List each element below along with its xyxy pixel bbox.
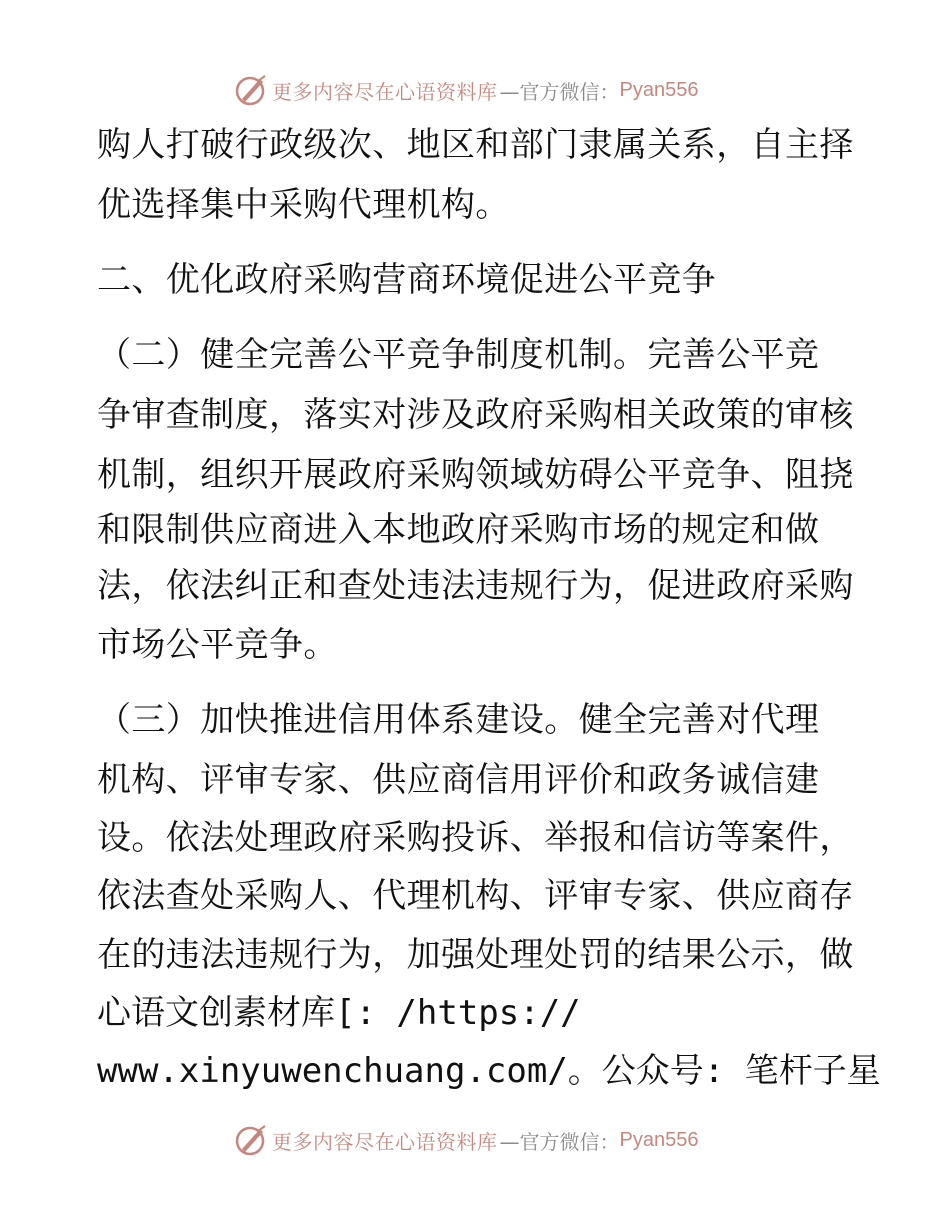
body-line: （三）加快推进信用体系建设。健全完善对代理 <box>97 700 820 740</box>
body-line: 心语文创素材库[: /https:// <box>97 993 581 1033</box>
body-line: 购人打破行政级次、地区和部门隶属关系，自主择 <box>97 125 854 165</box>
body-line: 优选择集中采购代理机构。 <box>97 185 510 225</box>
pen-logo-icon <box>234 73 268 107</box>
watermark-footer <box>234 1122 698 1158</box>
body-line: www.xinyuwenchuang.com/。公众号: 笔杆子星 <box>97 1051 881 1091</box>
watermark-text: 更多内容尽在心语资料库 <box>272 1129 498 1154</box>
body-line: 法，依法纠正和查处违法违规行为，促进政府采购 <box>97 566 854 606</box>
pen-logo-icon <box>234 1123 268 1157</box>
body-line: 市场公平竞争。 <box>97 625 338 665</box>
body-line: 依法查处采购人、代理机构、评审专家、供应商存 <box>97 876 854 916</box>
body-line: 争审查制度，落实对涉及政府采购相关政策的审核 <box>97 395 854 435</box>
watermark-wechat-id: Pyan556 <box>619 1128 699 1151</box>
watermark-text: 更多内容尽在心语资料库 <box>272 79 498 104</box>
watermark-wechat-id: Pyan556 <box>619 78 699 101</box>
watermark-separator: —官方微信： <box>499 79 620 104</box>
body-line: 机制，组织开展政府采购领域妨碍公平竞争、阻挠 <box>97 455 854 495</box>
body-line: 设。依法处理政府采购投诉、举报和信访等案件， <box>97 818 854 858</box>
body-line: 和限制供应商进入本地政府采购市场的规定和做 <box>97 510 820 550</box>
section-heading: 二、优化政府采购营商环境促进公平竞争 <box>97 260 717 300</box>
body-line: （二）健全完善公平竞争制度机制。完善公平竞 <box>97 335 820 375</box>
body-line: 在的违法违规行为，加强处理处罚的结果公示，做 <box>97 935 854 975</box>
watermark-separator: —官方微信： <box>499 1129 620 1154</box>
watermark-header <box>234 72 698 108</box>
body-line: 机构、评审专家、供应商信用评价和政务诚信建 <box>97 760 820 800</box>
